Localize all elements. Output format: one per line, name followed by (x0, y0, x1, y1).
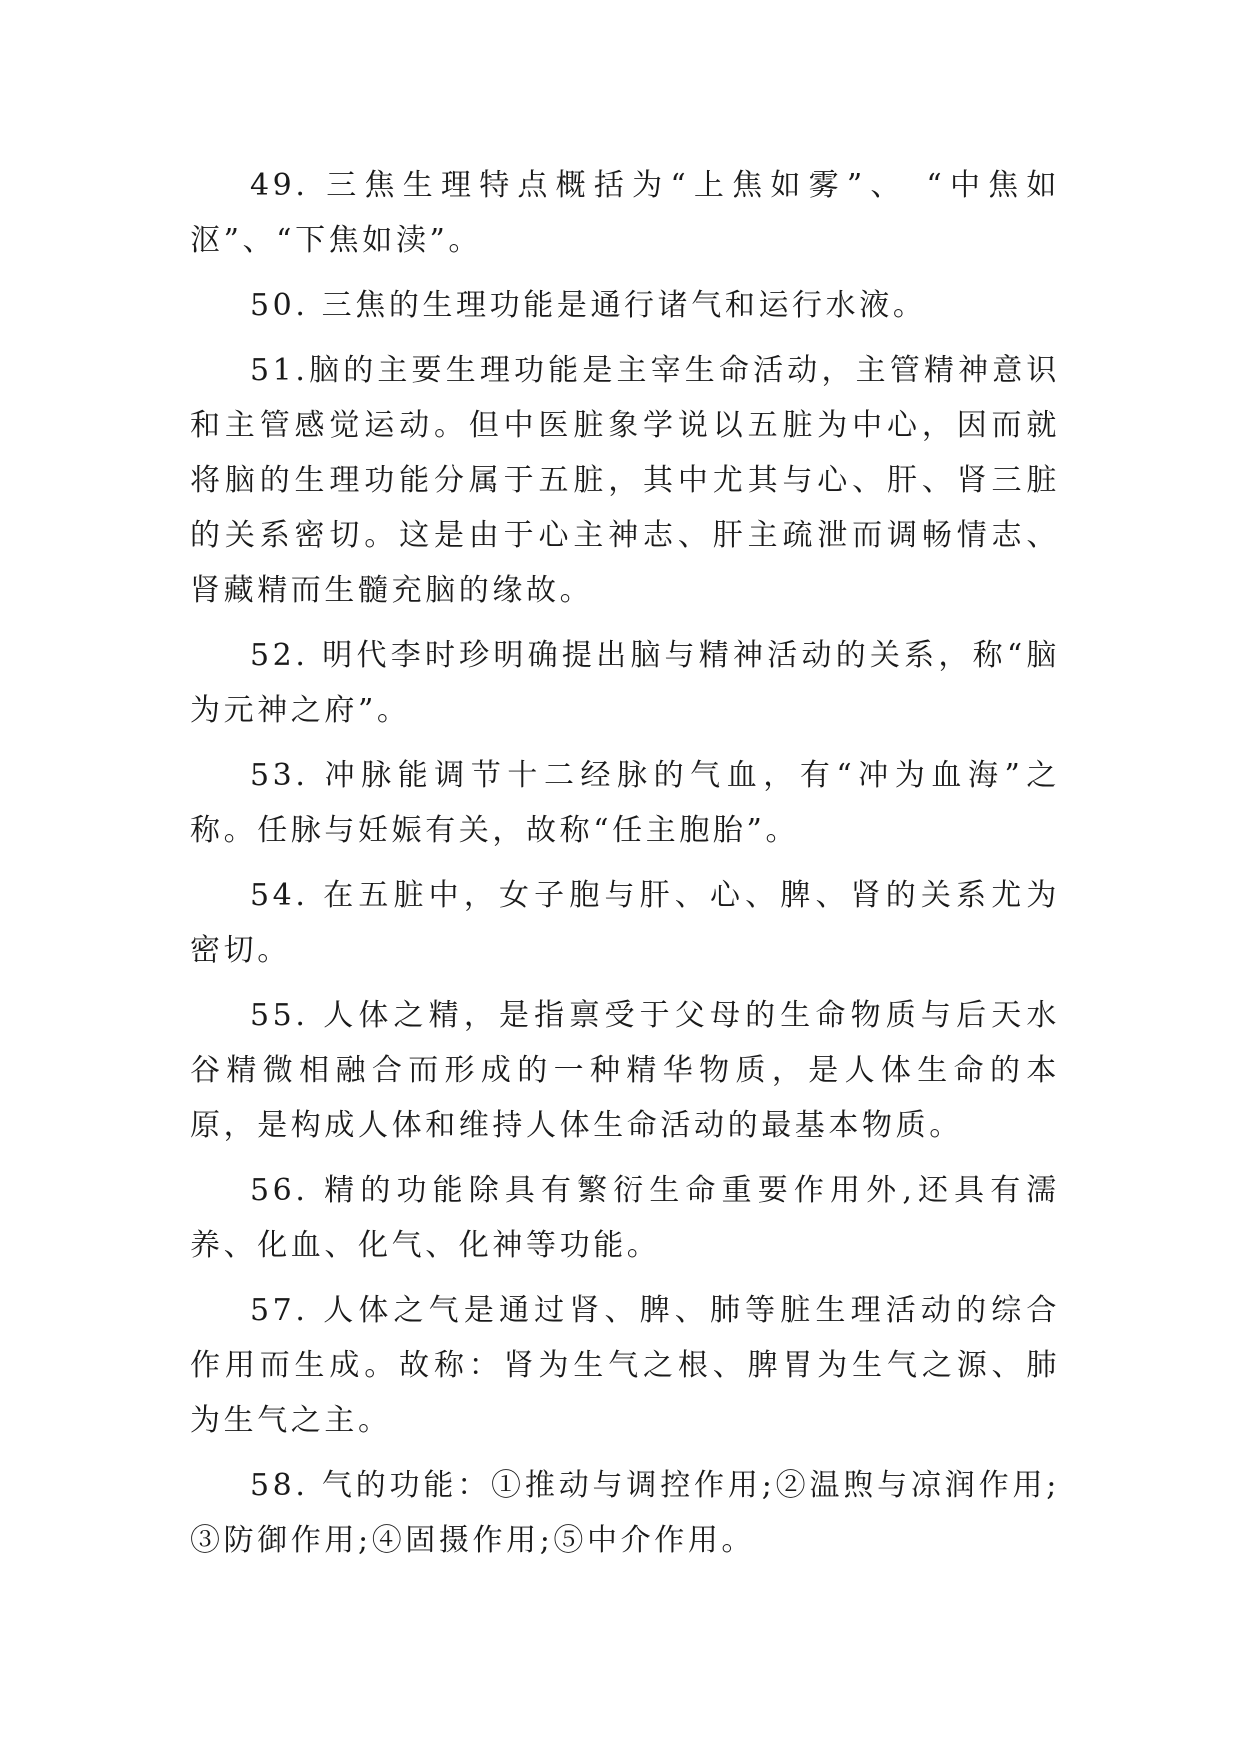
paragraph-51: 51.脑的主要生理功能是主宰生命活动，主管精神意识和主管感觉运动。但中医脏象学说以五脏为中心，因而就将脑的生理功能分属于五脏，其中尤其与心、肝、肾三脏的关系密切。这是由于心主神志、肝主疏泄而调畅情志、肾藏精而生髓充脑的缘故。 (190, 353, 1060, 608)
paragraph-58: 58. 气的功能：①推动与调控作用;②温煦与凉润作用;③防御作用;④固摄作用;⑤中介作用。 (190, 1468, 1060, 1558)
paragraph-49: 49. 三焦生理特点概括为“上焦如雾”、 “中焦如沤”、“下焦如渎”。 (190, 168, 1060, 258)
paragraph-56: 56. 精的功能除具有繁衍生命重要作用外,还具有濡养、化血、化气、化神等功能。 (190, 1173, 1060, 1263)
paragraph-55: 55. 人体之精，是指禀受于父母的生命物质与后天水谷精微相融合而形成的一种精华物质，是人体生命的本原，是构成人体和维持人体生命活动的最基本物质。 (190, 998, 1060, 1143)
paragraph-52: 52. 明代李时珍明确提出脑与精神活动的关系，称“脑为元神之府”。 (190, 638, 1060, 728)
document-page (190, 158, 1060, 1578)
paragraph-53: 53. 冲脉能调节十二经脉的气血，有“冲为血海”之称。任脉与妊娠有关，故称“任主胞胎”。 (190, 758, 1060, 848)
paragraph-50: 50. 三焦的生理功能是通行诸气和运行水液。 (250, 288, 927, 323)
paragraph-57: 57. 人体之气是通过肾、脾、肺等脏生理活动的综合作用而生成。故称：肾为生气之根、脾胃为生气之源、肺为生气之主。 (190, 1293, 1060, 1438)
paragraph-54: 54. 在五脏中，女子胞与肝、心、脾、肾的关系尤为密切。 (190, 878, 1060, 968)
